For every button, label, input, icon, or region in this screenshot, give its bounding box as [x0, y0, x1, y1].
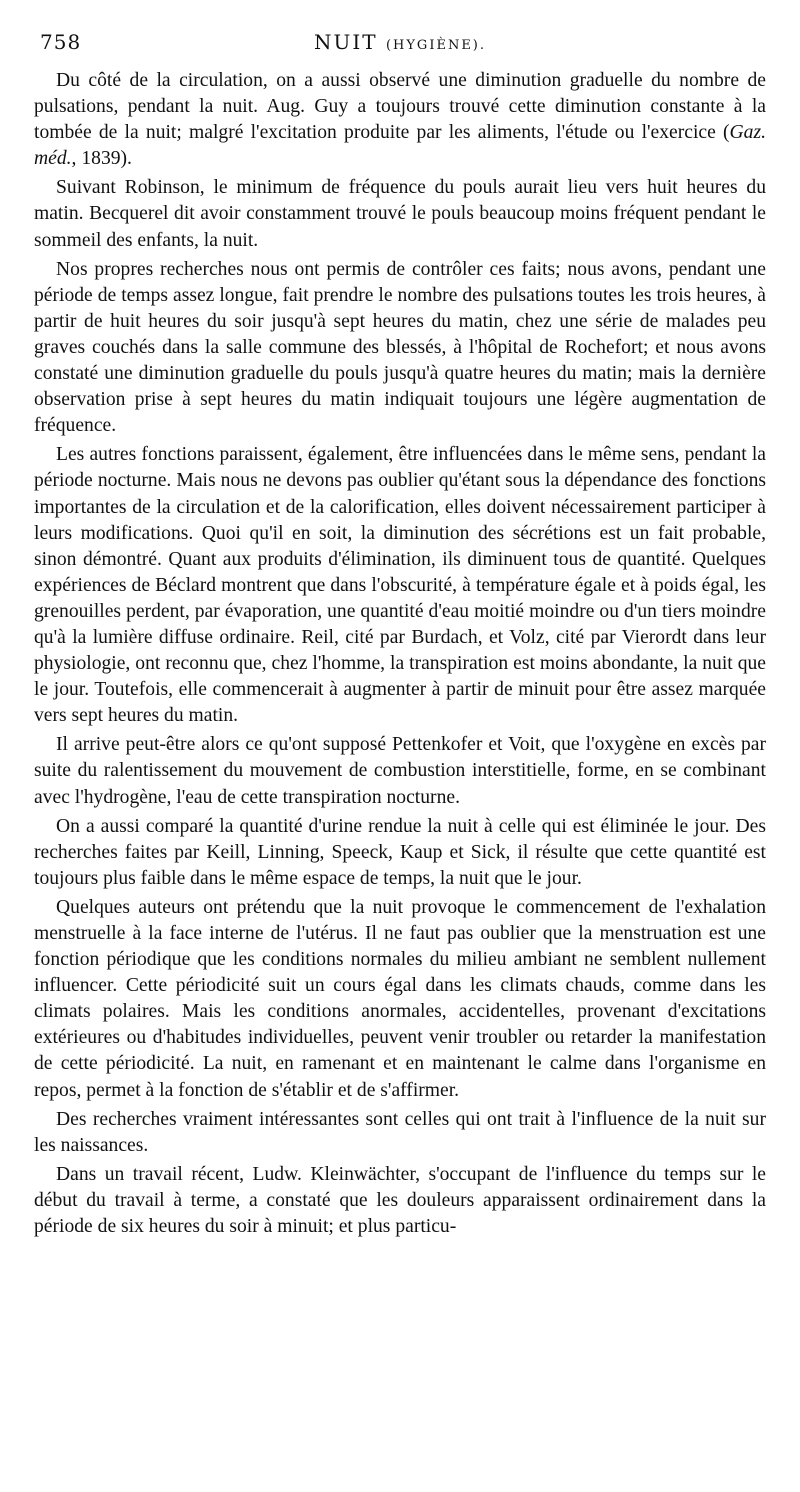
- paragraph-menstruation: Quelques auteurs ont prétendu que la nuit provoque le commencement de l'exhalation menstruelle à la face interne de l'utérus. Il ne faut pas oublier que la menstruation est une fonction périodique que les conditions normales du milieu ambiant ne semblent nullement influencer. Cette périodicité suit un cours égal dans les climats chauds, comme dans les climats polaires. Mais les conditions anormales, accidentelles, provenant d'excitations extérieures ou d'habitudes individuelles, peuvent venir troubler ou retarder la manifestation de cette périodicité. La nuit, en ramenant et en maintenant le calme dans l'organisme en repos, permet à la fonction de s'établir et de s'affirmer.: [34, 896, 766, 1101]
- book-page: [34, 30, 766, 1243]
- paragraph-births: Des recherches vraiment intéressantes sont celles qui ont trait à l'influence de la nuit sur les naissances.: [34, 1108, 766, 1156]
- paragraph-circulation: [34, 68, 766, 172]
- paragraph-pettenkofer: Il arrive peut-être alors ce qu'ont supposé Pettenkofer et Voit, que l'oxygène en excès par suite du ralentissement du mouvement de combustion interstitielle, forme, en se combinant avec l'hydrogène, l'eau de cette transpiration nocturne.: [34, 734, 766, 808]
- running-title-subject: (HYGIÈNE).: [385, 38, 487, 53]
- body-text: [34, 68, 766, 1240]
- paragraph-urine: On a aussi comparé la quantité d'urine rendue la nuit à celle qui est éliminée le jour. Des recherches faites par Keill, Linning, Speeck, Kaup et Sick, il résulte que cette quantité est toujours plus faible dans le même espace de temps, la nuit que le jour.: [34, 815, 766, 889]
- running-title-main: NUIT: [313, 30, 378, 54]
- paragraph-robinson: Suivant Robinson, le minimum de fréquence du pouls aurait lieu vers huit heures du matin. Becquerel dit avoir constamment trouvé le pouls beaucoup moins fréquent pendant le sommeil des enfants, la nuit.: [34, 177, 766, 251]
- paragraph-text: Du côté de la circulation, on a aussi observé une diminution graduelle du nombre de pulsations, pendant la nuit. Aug. Guy a toujours trouvé cette diminution constante à la tombée de la nuit; malgré l'excitation produite par les aliments, l'étude ou l'exercice (: [34, 70, 766, 144]
- paragraph-other-functions: Les autres fonctions paraissent, également, être influencées dans le même sens, pendant la période nocturne. Mais nous ne devons pas oublier qu'étant sous la dépendance des fonctions importantes de la circulation et de la calorification, elles doivent nécessairement participer à leurs modifications. Quoi qu'il en soit, la diminution des sécrétions est un fait probable, sinon démontré. Quant aux produits d'élimination, ils diminuent tous de quantité. Quelques expériences de Béclard montrent que dans l'obscurité, à température égale et à poids égal, les grenouilles perdent, par évaporation, une quantité d'eau moitié moindre ou d'un tiers moindre qu'à la lumière diffuse ordinaire. Reil, cité par Burdach, et Volz, cité par Vierordt dans leur physiologie, ont reconnu que, chez l'homme, la transpiration est moins abondante, la nuit que le jour. Toutefois, elle commencerait à augmenter à partir de minuit pour être assez marquée vers sept heures du matin.: [34, 444, 766, 727]
- citation: Gaz. méd.: [34, 122, 766, 170]
- running-title: [34, 30, 766, 54]
- page-header: [34, 30, 766, 60]
- page-number: 758: [40, 30, 82, 54]
- paragraph-own-research: Nos propres recherches nous ont permis de contrôler ces faits; nous avons, pendant une période de temps assez longue, fait prendre le nombre des pulsations toutes les trois heures, à partir de huit heures du soir jusqu'à sept heures du matin, chez une série de malades peu graves couchés dans la salle commune des blessés, à l'hôpital de Rochefort; et nous avons constaté une diminution graduelle du pouls jusqu'à quatre heures du matin; mais la dernière observation prise à sept heures du matin indiquait toujours une légère augmentation de fréquence.: [34, 258, 766, 437]
- paragraph-text: , 1839).: [71, 148, 132, 170]
- paragraph-kleinwachter: Dans un travail récent, Ludw. Kleinwächter, s'occupant de l'influence du temps sur le début du travail à terme, a constaté que les douleurs apparaissent ordinairement dans la période de six heures du soir à minuit; et plus particu-: [34, 1163, 766, 1238]
